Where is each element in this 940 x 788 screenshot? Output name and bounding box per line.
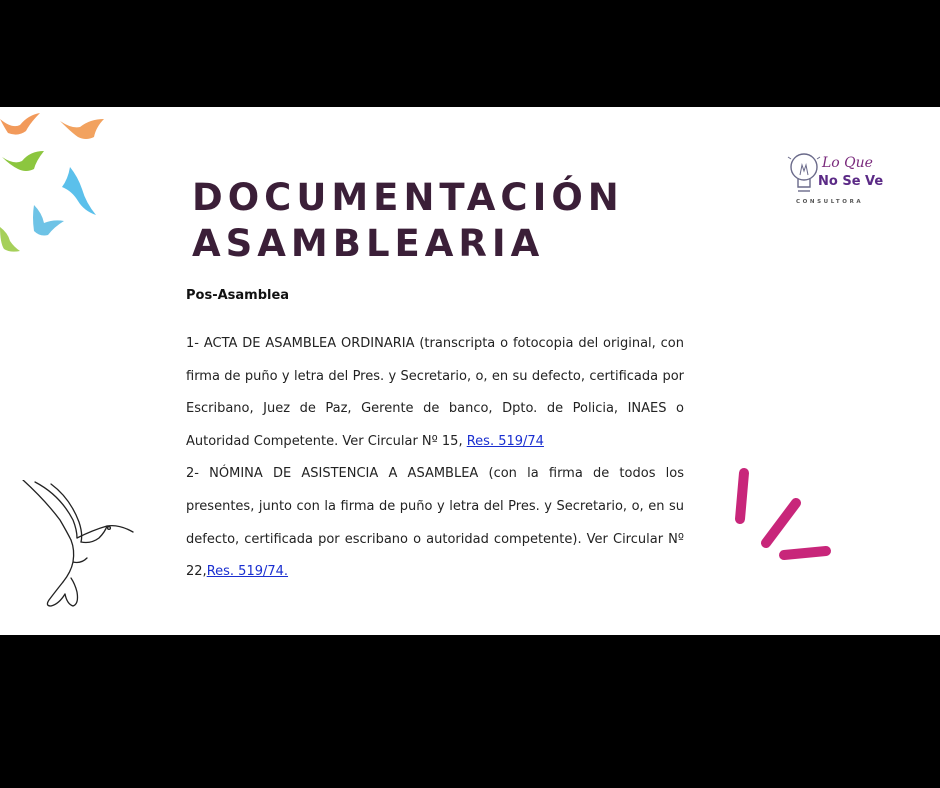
logo-line-2: No Se Ve xyxy=(818,174,884,189)
slide xyxy=(0,107,940,635)
res-519-74-link-2[interactable]: Res. 519/74. xyxy=(206,564,289,580)
title-line-2: ASAMBLEARIA xyxy=(192,222,545,265)
page-title xyxy=(192,175,624,267)
item-1-text: 1- ACTA DE ASAMBLEA ORDINARIA (transcripta o fotocopia del original, con firma de puño y letra del Pres. y Secretario, o, en su defecto, certificada por Escribano, Juez de Paz, Gerente de banco, Dpto. de Policia, INAES o Autoridad Competente. Ver Circular Nº 15, xyxy=(186,336,684,449)
logo-line-1: Lo Que xyxy=(822,155,873,171)
emphasis-strokes-icon xyxy=(730,465,840,565)
section-heading: Pos-Asamblea xyxy=(186,288,290,303)
res-519-74-link-1[interactable]: Res. 519/74 xyxy=(466,433,544,449)
logo-line-3: CONSULTORA xyxy=(796,199,864,205)
document-body xyxy=(186,328,684,589)
lightbulb-icon xyxy=(786,151,822,197)
item-2-text: 2- NÓMINA DE ASISTENCIA A ASAMBLEA (con la firma de todos los presentes, junto con la firma de puño y letra del Pres. y Secretario, o, en su defecto, certificada por escribano o autoridad competente). Ver Circular Nº 22, xyxy=(186,466,684,580)
flying-birds-icon xyxy=(0,107,130,267)
list-item xyxy=(186,458,684,588)
hummingbird-icon xyxy=(15,480,140,610)
list-item xyxy=(186,328,684,458)
title-line-1: DOCUMENTACIÓN xyxy=(192,176,624,219)
consultora-logo xyxy=(786,149,896,213)
